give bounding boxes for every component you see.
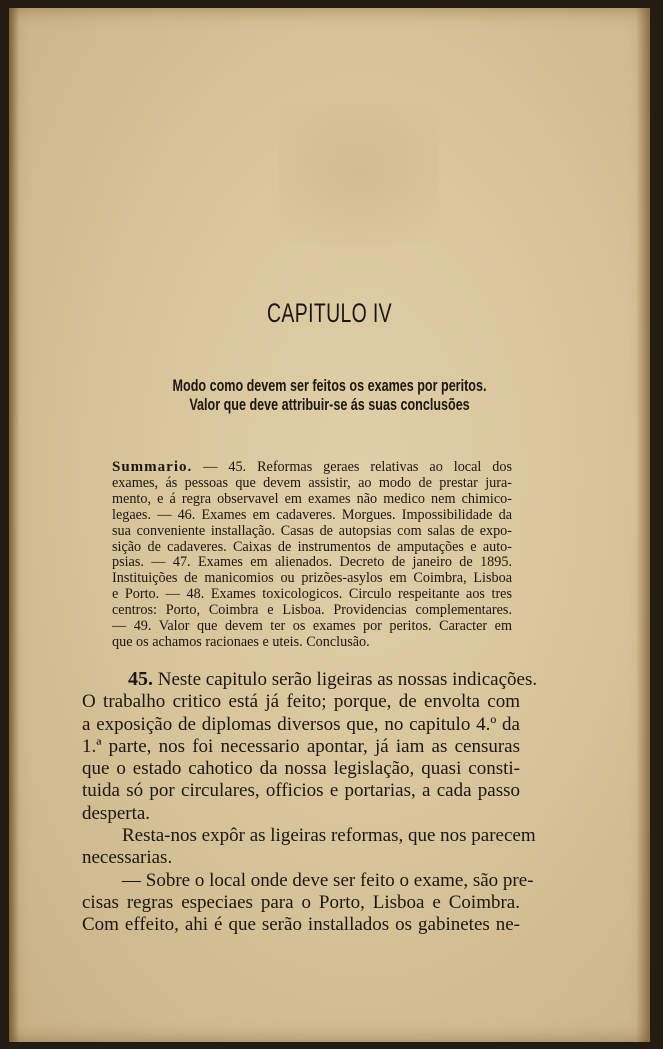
chapter-subtitle-line-2: Valor que deve attribuir-se ás suas conclusões xyxy=(189,395,470,414)
summary-line: Instituições de manicomios ou prizões-asylos em Coimbra, Lisboa xyxy=(112,570,512,587)
summary-heading: Summario. xyxy=(112,459,193,475)
chapter-title: CAPITULO IV xyxy=(267,298,392,328)
summary-line: mento, e á regra observavel em exames não medico nem chimico- xyxy=(112,490,512,507)
body-line: 45. Neste capitulo serão ligeiras as nossas indicações. xyxy=(82,668,520,691)
body-line: que o estado cahotico da nossa legislação, quasi consti- xyxy=(82,758,520,780)
summary-line: legaes. — 46. Exames em cadaveres. Morgues. Impossibilidade da xyxy=(112,506,512,523)
body-line: Resta-nos expôr as ligeiras reformas, que nos parecem xyxy=(122,825,536,847)
book-page xyxy=(9,8,650,1042)
section-number: 45. xyxy=(128,668,153,690)
summary-line: centros: Porto, Coimbra e Lisboa. Providencias complementares. xyxy=(112,602,512,619)
body-line: 1.ª parte, nos foi necessario apontar, já iam as censuras xyxy=(82,735,520,757)
summary-line: que os achamos racionaes e uteis. Conclusão. xyxy=(112,633,370,650)
body-line: — Sobre o local onde deve ser feito o exame, são pre- xyxy=(122,869,534,891)
chapter-subtitle-line-1: Modo como devem ser feitos os exames por peritos. xyxy=(172,376,487,395)
chapter-summary xyxy=(112,460,512,651)
body-line: Com effeito, ahi é que serão installados os gabinetes ne- xyxy=(82,914,520,936)
show-through-stain xyxy=(279,103,439,243)
summary-line: — 49. Valor que devem ter os exames por peritos. Caracter em xyxy=(112,618,512,635)
summary-line: e Porto. — 48. Exames toxicologicos. Circulo respeitante aos tres xyxy=(112,586,512,603)
body-text xyxy=(82,668,538,937)
body-line: O trabalho critico está já feito; porque, de envolta com xyxy=(82,691,520,713)
summary-line: exames, ás pessoas que devem assistir, ao modo de prestar jura- xyxy=(112,474,512,491)
body-line: tuida só por circulares, officios e portarias, a cada passo xyxy=(82,780,520,802)
summary-line: psias. — 47. Exames em alienados. Decreto de janeiro de 1895. xyxy=(112,554,512,571)
body-line: a exposição de diplomas diversos que, no capitulo 4.º da xyxy=(82,713,520,735)
page-gutter-shadow xyxy=(9,8,19,1042)
summary-line: sição de cadaveres. Caixas de instrumentos de amputações e auto- xyxy=(112,538,512,555)
body-line: cisas regras especiaes para o Porto, Lisboa e Coimbra. xyxy=(82,891,520,913)
body-line: desperta. xyxy=(82,802,151,824)
body-line: necessarias. xyxy=(82,847,173,869)
summary-line: Summario. — 45. Reformas geraes relativas ao local dos xyxy=(112,459,512,475)
summary-line: sua conveniente installação. Casas de autopsias com salas de expo- xyxy=(112,522,512,539)
page-edge-shadow xyxy=(636,8,650,1042)
